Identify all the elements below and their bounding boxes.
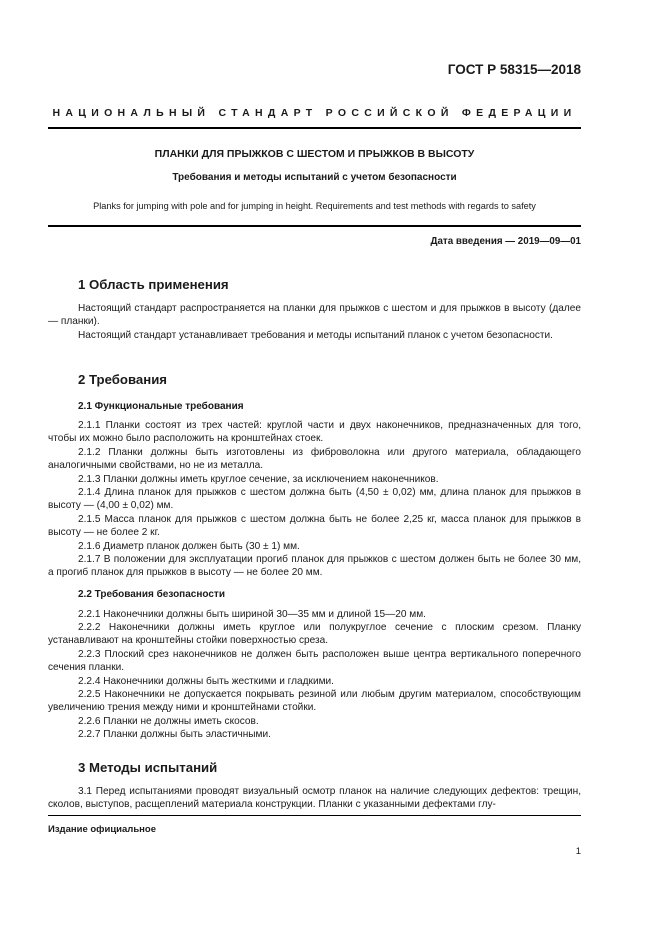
clause-2-2-6: 2.2.6 Планки не должны иметь скосов. <box>78 716 259 727</box>
clause-2-1-7: 2.1.7 В положении для эксплуатации прогиб планок для прыжков с шестом должен быть не более 30 мм, а прогиб планок для прыжков в высоту — не более 20 мм. <box>48 554 581 579</box>
clause-2-1-5: 2.1.5 Масса планок для прыжков с шестом должна быть не более 2,25 кг, масса планок для прыжков в высоту — не более 2 кг. <box>48 514 581 539</box>
top-divider <box>48 127 581 129</box>
document-subtitle: Требования и методы испытаний с учетом безопасности <box>172 172 457 183</box>
clause-2-1-2: 2.1.2 Планки должны быть изготовлены из фиброволокна или другого материала, обладающего аналогичными свойствами, но не из металла. <box>48 447 581 472</box>
clause-2-2-4: 2.2.4 Наконечники должны быть жесткими и гладкими. <box>78 676 334 687</box>
clause-2-1-3: 2.1.3 Планки должны иметь круглое сечение, за исключением наконечников. <box>78 474 439 485</box>
title-divider <box>48 225 581 227</box>
standard-code: ГОСТ Р 58315—2018 <box>447 62 581 77</box>
clause-2-2-5: 2.2.5 Наконечники не допускается покрывать резиной или любым другим материалом, способствующим увеличению трения между ними и кронштейнами стойки. <box>48 689 581 714</box>
clause-2-2-3: 2.2.3 Плоский срез наконечников не должен быть расположен выше центра вертикального поперечного сечения планки. <box>48 649 581 674</box>
section-1-heading: 1 Область применения <box>78 277 229 292</box>
document-title: ПЛАНКИ ДЛЯ ПРЫЖКОВ С ШЕСТОМ И ПРЫЖКОВ В ВЫСОТУ <box>154 148 475 160</box>
official-edition-label: Издание официальное <box>48 824 156 835</box>
section-2-heading: 2 Требования <box>78 372 168 387</box>
section-1-paragraph-1: Настоящий стандарт распространяется на планки для прыжков с шестом и для прыжков в высоту (далее — планки). <box>48 303 581 328</box>
clause-2-2-7: 2.2.7 Планки должны быть эластичными. <box>78 729 271 740</box>
subsection-2-1-heading: 2.1 Функциональные требования <box>78 401 244 412</box>
national-standard-banner: НАЦИОНАЛЬНЫЙ СТАНДАРТ РОССИЙСКОЙ ФЕДЕРАЦИИ <box>52 107 577 119</box>
clause-2-1-6: 2.1.6 Диаметр планок должен быть (30 ± 1) мм. <box>78 541 300 552</box>
clause-2-1-1: 2.1.1 Планки состоят из трех частей: круглой части и двух наконечников, предназначенных для того, чтобы их можно было расположить на кронштейнах стоек. <box>48 420 581 445</box>
clause-2-1-4: 2.1.4 Длина планок для прыжков с шестом должна быть (4,50 ± 0,02) мм, длина планок для прыжков в высоту — (4,00 ± 0,02) мм. <box>48 487 581 512</box>
footer-divider <box>48 815 581 816</box>
effective-date: Дата введения — 2019—09—01 <box>430 236 581 247</box>
english-title: Planks for jumping with pole and for jumping in height. Requirements and test methods with regards to safety <box>93 201 536 211</box>
subsection-2-2-heading: 2.2 Требования безопасности <box>78 589 225 600</box>
clause-2-2-2: 2.2.2 Наконечники должны иметь круглое или полукруглое сечение с плоским срезом. Планку устанавливают на кронштейны стойки поверхностью среза. <box>48 622 581 647</box>
page-number: 1 <box>575 846 581 857</box>
clause-2-2-1: 2.2.1 Наконечники должны быть шириной 30—35 мм и длиной 15—20 мм. <box>78 609 426 620</box>
clause-3-1: 3.1 Перед испытаниями проводят визуальный осмотр планок на наличие следующих дефектов: трещин, сколов, выступов, расщеплений материала конструкции. Планки с указанными дефектами глу- <box>48 786 581 811</box>
section-1-paragraph-2: Настоящий стандарт устанавливает требования и методы испытаний планок с учетом безопасности. <box>78 330 553 341</box>
section-3-heading: 3 Методы испытаний <box>78 760 218 775</box>
